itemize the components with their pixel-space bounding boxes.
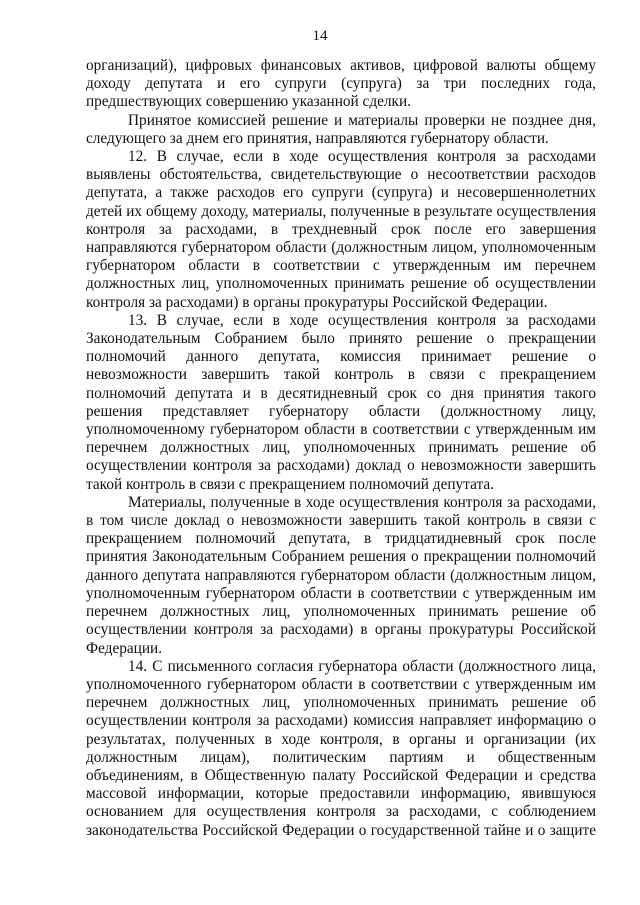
- paragraph-item-12: 12. В случае, если в ходе осуществления контроля за расходами выявлены обстоятельства, свидетельствующие о несоответствии расходов депутата, а также расходов его супруги (супруга) и несовершеннолетних детей их общему доходу, материалы, полученные в результате осуществления контроля за расходами, в трехдневный срок после его завершения направляются губернатором области (должностным лицом, уполномоченным губернатором области в соответствии с утвержденным им перечнем должностных лиц, уполномоченных принимать решение об осуществлении контроля за расходами) в органы прокуратуры Российской Федерации.: [86, 148, 596, 311]
- paragraph-continuation: организаций), цифровых финансовых активов, цифровой валюты общему доходу депутата и его супруги (супруга) за три последних года, предшествующих совершению указанной сделки.: [86, 57, 596, 111]
- paragraph-commission-decision: Принятое комиссией решение и материалы проверки не позднее дня, следующего за днем его принятия, направляются губернатору области.: [86, 111, 596, 147]
- paragraph-item-13: 13. В случае, если в ходе осуществления контроля за расходами Законодательным Собранием было принято решение о прекращении полномочий данного депутата, комиссия принимает решение о невозможности завершить такой контроль в связи с прекращением полномочий депутата и в десятидневный срок со дня принятия такого решения представляет губернатору области (должностному лицу, уполномоченному губернатором области в соответствии с утвержденным им перечнем должностных лиц, уполномоченных принимать решение об осуществлении контроля за расходами) доклад о невозможности завершить такой контроль в связи с прекращением полномочий депутата.: [86, 311, 596, 493]
- page-number: 14: [312, 28, 328, 44]
- paragraph-materials: Материалы, полученные в ходе осуществления контроля за расходами, в том числе доклад о невозможности завершить такой контроль в связи с прекращением полномочий депутата, в тридцатидневный срок после принятия Законодательным Собранием решения о прекращении полномочий данного депутата направляются губернатором области (должностным лицом, уполномоченным губернатором области в соответствии с утвержденным им перечнем должностных лиц, уполномоченных принимать решение об осуществлении контроля за расходами) в органы прокуратуры Российской Федерации.: [86, 493, 596, 657]
- document-body: [86, 57, 596, 840]
- paragraph-item-14: 14. С письменного согласия губернатора области (должностного лица, уполномоченного губернатором области в соответствии с утвержденным им перечнем должностных лиц, уполномоченных принимать решение об осуществлении контроля за расходами) комиссия направляет информацию о результатах, полученных в ходе контроля, в органы и организации (их должностным лицам), политическим партиям и общественным объединениям, в Общественную палату Российской Федерации и средства массовой информации, которые предоставили информацию, явившуюся основанием для осуществления контроля за расходами, с соблюдением законодательства Российской Федерации о государственной тайне и о защите: [86, 657, 596, 839]
